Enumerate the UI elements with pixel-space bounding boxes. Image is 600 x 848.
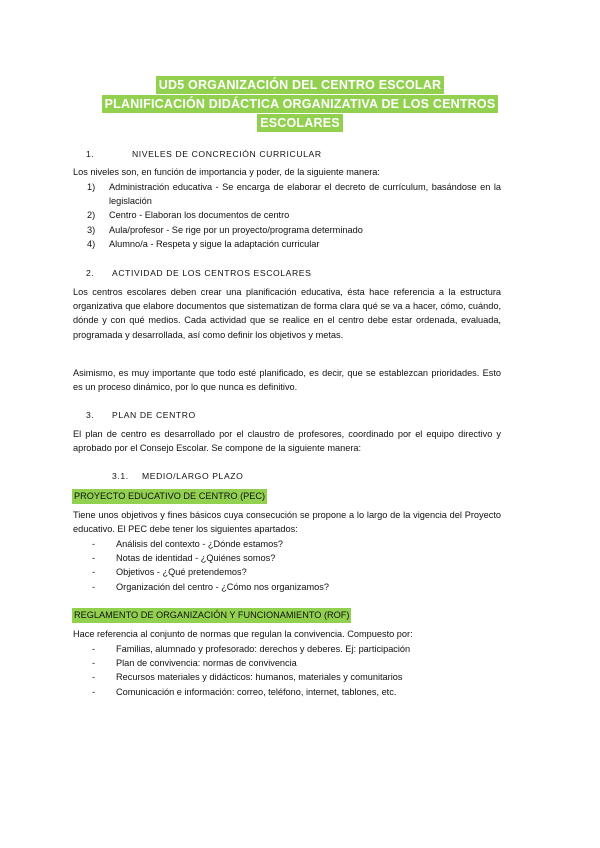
section-1-intro: Los niveles son, en función de importancia y poder, de la siguiente manera:	[73, 167, 380, 177]
section-3-paragraph: El plan de centro es desarrollado por el claustro de profesores, coordinado por el equipo directivo y aprobado por el Consejo Escolar. Se compone de la siguiente manera:	[73, 429, 501, 454]
list-item: 2) Centro - Elaboran los documentos de centro	[87, 210, 290, 221]
section-3-number: 3.	[86, 410, 95, 420]
rof-paragraph: Hace referencia al conjunto de normas que regulan la convivencia. Compuesto por:	[73, 629, 413, 639]
title-line-1: UD5 ORGANIZACIÓN DEL CENTRO ESCOLAR	[156, 76, 444, 94]
subsection-3-1-number: 3.1.	[112, 471, 129, 481]
section-1-heading	[86, 149, 322, 159]
title-line-3: ESCOLARES	[257, 114, 343, 132]
list-item: 4) Alumno/a - Respeta y sigue la adaptación curricular	[87, 238, 320, 249]
subsection-3-1-heading	[112, 471, 243, 481]
section-2-paragraph-1: Los centros escolares deben crear una planificación educativa, ésta hace referencia a la estructura organizativa que elabore documentos que sistematizan de forma clara qué se va a hacer, cómo, cuándo, dónde y con qué medios. Cada actividad que se realice en el centro debe estar ordenada, evaluada, programada y desarrollada, así como definir los objetivos y metas.	[73, 287, 501, 340]
document-title	[0, 76, 600, 133]
subsection-3-1-title: MEDIO/LARGO PLAZO	[142, 471, 244, 481]
list-item: 1) Administración educativa - Se encarga de elaborar el decreto de currículum, basándose en la legislación	[87, 182, 501, 207]
section-2-paragraph-2: Asimismo, es muy importante que todo esté planificado, es decir, que se establezcan prioridades. Esto es un proceso dinámico, por lo que nunca es definitivo.	[73, 368, 501, 393]
pec-paragraph: Tiene unos objetivos y fines básicos cuya consecución se propone a lo largo de la vigencia del Proyecto educativo. El PEC debe tener los siguientes apartados:	[73, 510, 501, 535]
section-3-title: PLAN DE CENTRO	[112, 410, 196, 420]
concrecion-levels-list	[87, 180, 501, 251]
list-item: - Objetivos - ¿Qué pretendemos?	[92, 567, 247, 578]
list-item: - Recursos materiales y didácticos: humanos, materiales y comunitarios	[92, 672, 403, 683]
list-item: - Notas de identidad - ¿Quiénes somos?	[92, 553, 276, 564]
section-1-number: 1.	[86, 149, 95, 159]
pec-heading: PROYECTO EDUCATIVO DE CENTRO (PEC)	[72, 489, 267, 504]
title-line-2: PLANIFICACIÓN DIDÁCTICA ORGANIZATIVA DE LOS CENTROS	[102, 95, 499, 113]
section-2-number: 2.	[86, 268, 95, 278]
section-1-title: NIVELES DE CONCRECIÓN CURRICULAR	[132, 149, 322, 159]
list-item: - Plan de convivencia: normas de convivencia	[92, 658, 297, 669]
pec-sections-list	[80, 537, 500, 594]
section-3-heading	[86, 410, 196, 420]
section-2-title: ACTIVIDAD DE LOS CENTROS ESCOLARES	[112, 268, 312, 278]
list-item: - Comunicación e información: correo, teléfono, internet, tablones, etc.	[92, 686, 397, 697]
list-item: - Organización del centro - ¿Cómo nos organizamos?	[92, 581, 329, 592]
list-item: - Análisis del contexto - ¿Dónde estamos?	[92, 539, 283, 549]
list-item: 3) Aula/profesor - Se rige por un proyecto/programa determinado	[87, 224, 363, 235]
section-2-heading	[86, 268, 311, 278]
list-item: - Familias, alumnado y profesorado: derechos y deberes. Ej: participación	[92, 644, 411, 654]
rof-heading: REGLAMENTO DE ORGANIZACIÓN Y FUNCIONAMIENTO (ROF)	[72, 608, 351, 623]
rof-components-list	[80, 642, 500, 699]
